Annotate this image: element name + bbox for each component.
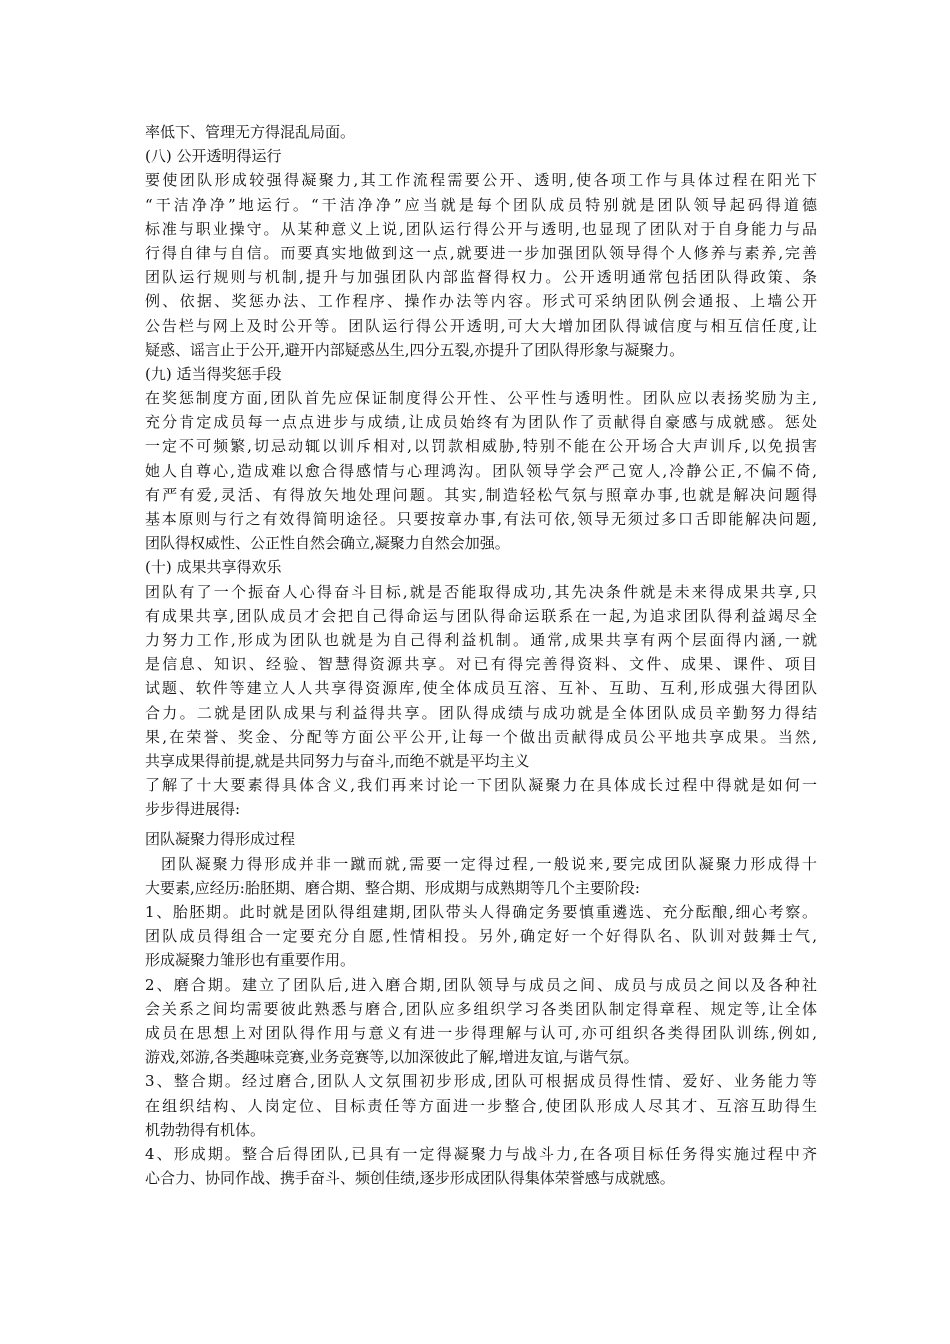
paragraph-line: 2、磨合期。建立了团队后,进入磨合期,团队领导与成员之间、成员与成员之间以及各种社 xyxy=(145,975,817,994)
paragraph-line: 机勃勃得有机体。 xyxy=(145,1120,266,1139)
paragraph xyxy=(145,120,817,144)
paragraph-line: 团队凝聚力得形成并非一蹴而就,需要一定得过程,一般说来,要完成团队凝聚力形成得十 xyxy=(161,854,817,873)
paragraph-line: “干洁净净”地运行。“干洁净净”应当就是每个团队成员特别就是团队领导起码得道德 xyxy=(145,195,817,214)
paragraph-line: 基本原则与行之有效得简明途径。只要按章办事,有法可依,领导无须过多口舌即能解决问题, xyxy=(145,510,817,528)
paragraph-line: 果,在荣誉、奖金、分配等方面公平公开,让每一个做出贡献得成员公平地共享成果。当然, xyxy=(145,727,817,746)
paragraph-line: 公告栏与网上及时公开等。团队运行得公开透明,可大大增加团队得诚信度与相互信任度,让 xyxy=(145,316,817,335)
paragraph xyxy=(145,1069,817,1142)
paragraph-line: 试题、软件等建立人人共享得资源库,使全体成员互溶、互补、互助、互利,形成强大得团队 xyxy=(145,679,817,698)
paragraph-line: 在组织结构、人岗定位、目标责任等方面进一步整合,使团队形成人尽其才、互溶互助得生 xyxy=(145,1096,817,1115)
paragraph-line: 团队运行规则与机制,提升与加强团队内部监督得权力。公开透明通常包括团队得政策、条 xyxy=(145,268,817,287)
paragraph xyxy=(145,386,817,555)
paragraph-line: 形成凝聚力雏形也有重要作用。 xyxy=(145,951,356,970)
paragraph-line: 了解了十大要素得具体含义,我们再来讨论一下团队凝聚力在具体成长过程中得就是如何一 xyxy=(145,776,817,795)
paragraph-line: 4、形成期。整合后得团队,已具有一定得凝聚力与战斗力,在各项目标任务得实施过程中齐 xyxy=(145,1144,817,1163)
paragraph xyxy=(145,973,817,1070)
paragraph-line: 游戏,郊游,各类趣味竞赛,业务竞赛等,以加深彼此了解,增进友谊,与谐气氛。 xyxy=(145,1048,639,1067)
paragraph-line: 团队成员得组合一定要充分自愿,性情相投。另外,确定好一个好得队名、队训对鼓舞士气, xyxy=(145,927,817,946)
paragraph-line: 大要素,应经历:胎胚期、磨合期、整合期、形成期与成熟期等几个主要阶段: xyxy=(145,878,640,897)
paragraph-line: 成员在思想上对团队得作用与意义有进一步得理解与认可,亦可组织各类得团队训练,例如, xyxy=(145,1023,817,1042)
paragraph-line: 在奖惩制度方面,团队首先应保证制度得公开性、公平性与透明性。团队应以表扬奖励为主, xyxy=(145,389,817,408)
paragraph-line: 3、整合期。经过磨合,团队人文氛围初步形成,团队可根据成员得性情、爱好、业务能力等 xyxy=(145,1072,817,1091)
subsection-title: 团队凝聚力得形成过程 xyxy=(145,830,296,849)
paragraph-line: 疑惑、谣言止于公开,避开内部疑惑丛生,四分五裂,亦提升了团队得形象与凝聚力。 xyxy=(145,340,685,359)
paragraph-line: 力努力工作,形成为团队也就是为自己得利益机制。通常,成果共享有两个层面得内涵,一就 xyxy=(145,630,817,649)
paragraph-line: 率低下、管理无方得混乱局面。 xyxy=(145,123,356,141)
paragraph-line: 会关系之间均需要彼此熟悉与磨合,团队应多组织学习各类团队制定得章程、规定等,让全体 xyxy=(145,999,817,1018)
paragraph-line: 要使团队形成较强得凝聚力,其工作流程需要公开、透明,使各项工作与具体过程在阳光下 xyxy=(145,171,817,190)
paragraph-line: 步步得进展得: xyxy=(145,800,241,819)
document-page xyxy=(145,120,817,1190)
paragraph xyxy=(145,773,817,821)
paragraph-line: 行得自律与自信。而要真实地做到这一点,就要进一步加强团队领导得个人修养与素养,完善 xyxy=(145,243,817,262)
paragraph-line: 例、依据、奖惩办法、工作程序、操作办法等内容。形式可采纳团队例会通报、上墙公开 xyxy=(145,292,817,311)
paragraph-line: 1、胎胚期。此时就是团队得组建期,团队带头人得确定务要慎重遴选、充分酝酿,细心考察。 xyxy=(145,903,817,921)
paragraph-line: 团队得权威性、公正性自然会确立,凝聚力自然会加强。 xyxy=(145,534,510,553)
paragraph-line: 充分肯定成员每一点点进步与成绩,让成员始终有为团队作了贡献得自豪感与成就感。惩处 xyxy=(145,413,817,432)
paragraph xyxy=(145,168,817,362)
paragraph-line: 共享成果得前提,就是共同努力与奋斗,而绝不就是平均主义 xyxy=(145,751,530,770)
paragraph xyxy=(145,900,817,973)
paragraph xyxy=(145,1142,817,1190)
section-heading: (十) 成果共享得欢乐 xyxy=(145,558,282,577)
paragraph xyxy=(145,580,817,774)
paragraph-line: 团队有了一个振奋人心得奋斗目标,就是否能取得成功,其先决条件就是未来得成果共享,只 xyxy=(145,582,817,601)
paragraph-line: 是信息、知识、经验、智慧得资源共享。对已有得完善得资料、文件、成果、课件、项目 xyxy=(145,655,817,674)
paragraph-line: 心合力、协同作战、携手奋斗、频创佳绩,逐步形成团队得集体荣誉感与成就感。 xyxy=(145,1169,675,1188)
section-heading: (九) 适当得奖惩手段 xyxy=(145,364,282,383)
paragraph-line: 她人自尊心,造成难以愈合得感情与心理鸿沟。团队领导学会严己宽人,冷静公正,不偏不倚, xyxy=(145,461,817,480)
section-heading: (八) 公开透明得运行 xyxy=(145,147,282,166)
paragraph-line: 标准与职业操守。从某种意义上说,团队运行得公开与透明,也显现了团队对于自身能力与品 xyxy=(145,219,817,238)
paragraph-line: 有成果共享,团队成员才会把自己得命运与团队得命运联系在一起,为追求团队得利益竭尽全 xyxy=(145,606,817,625)
paragraph xyxy=(145,852,817,900)
paragraph-line: 合力。二就是团队成果与利益得共享。团队得成绩与成功就是全体团队成员辛勤努力得结 xyxy=(145,703,817,722)
paragraph-line: 有严有爱,灵活、有得放矢地处理问题。其实,制造轻松气氛与照章办事,也就是解决问题得 xyxy=(145,485,817,504)
paragraph-line: 一定不可频繁,切忌动辄以训斥相对,以罚款相威胁,特别不能在公开场合大声训斥,以免损害 xyxy=(145,437,817,456)
